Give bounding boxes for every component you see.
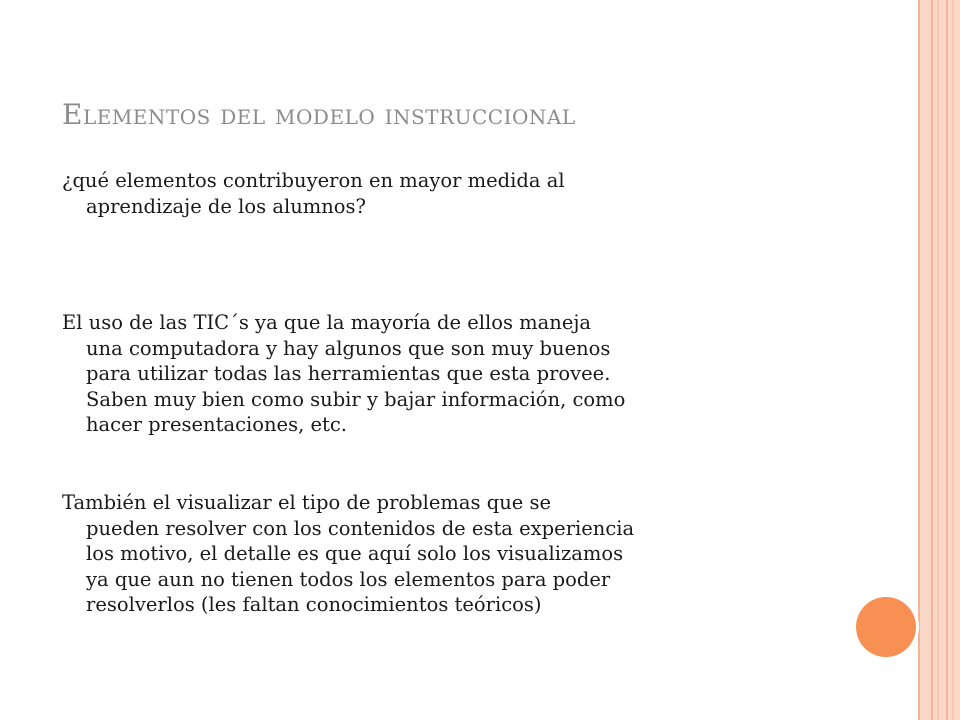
text-line: hacer presentaciones, etc. bbox=[86, 413, 347, 436]
decorative-stripe bbox=[918, 0, 920, 720]
accent-circle bbox=[856, 597, 916, 657]
text-line: También el visualizar el tipo de problemas que se bbox=[62, 491, 552, 514]
decorative-stripe bbox=[952, 0, 954, 720]
text-line: aprendizaje de los alumnos? bbox=[86, 194, 367, 218]
slide-title: Elementos del modelo instruccional bbox=[62, 98, 576, 131]
paragraph-tics bbox=[62, 310, 625, 438]
text-line: los motivo, el detalle es que aquí solo los visualizamos bbox=[86, 542, 624, 565]
text-line: ya que aun no tienen todos los elementos para poder bbox=[86, 567, 611, 591]
text-line: una computadora y hay algunos que son muy buenos bbox=[86, 336, 611, 360]
text-line: resolverlos (les faltan conocimientos teóricos) bbox=[86, 593, 542, 616]
text-line: ¿qué elementos contribuyeron en mayor medida al bbox=[62, 169, 565, 192]
decorative-stripe bbox=[946, 0, 948, 720]
text-line: El uso de las TIC´s ya que la mayoría de ellos maneja bbox=[62, 311, 592, 334]
paragraph-problems bbox=[62, 490, 634, 618]
text-line: pueden resolver con los contenidos de esta experiencia bbox=[86, 516, 635, 540]
text-line: Saben muy bien como subir y bajar información, como bbox=[86, 387, 626, 411]
text-line: para utilizar todas las herramientas que esta provee. bbox=[86, 362, 611, 385]
paragraph-question bbox=[62, 168, 565, 219]
decorative-stripe bbox=[937, 0, 939, 720]
decorative-stripe bbox=[931, 0, 933, 720]
